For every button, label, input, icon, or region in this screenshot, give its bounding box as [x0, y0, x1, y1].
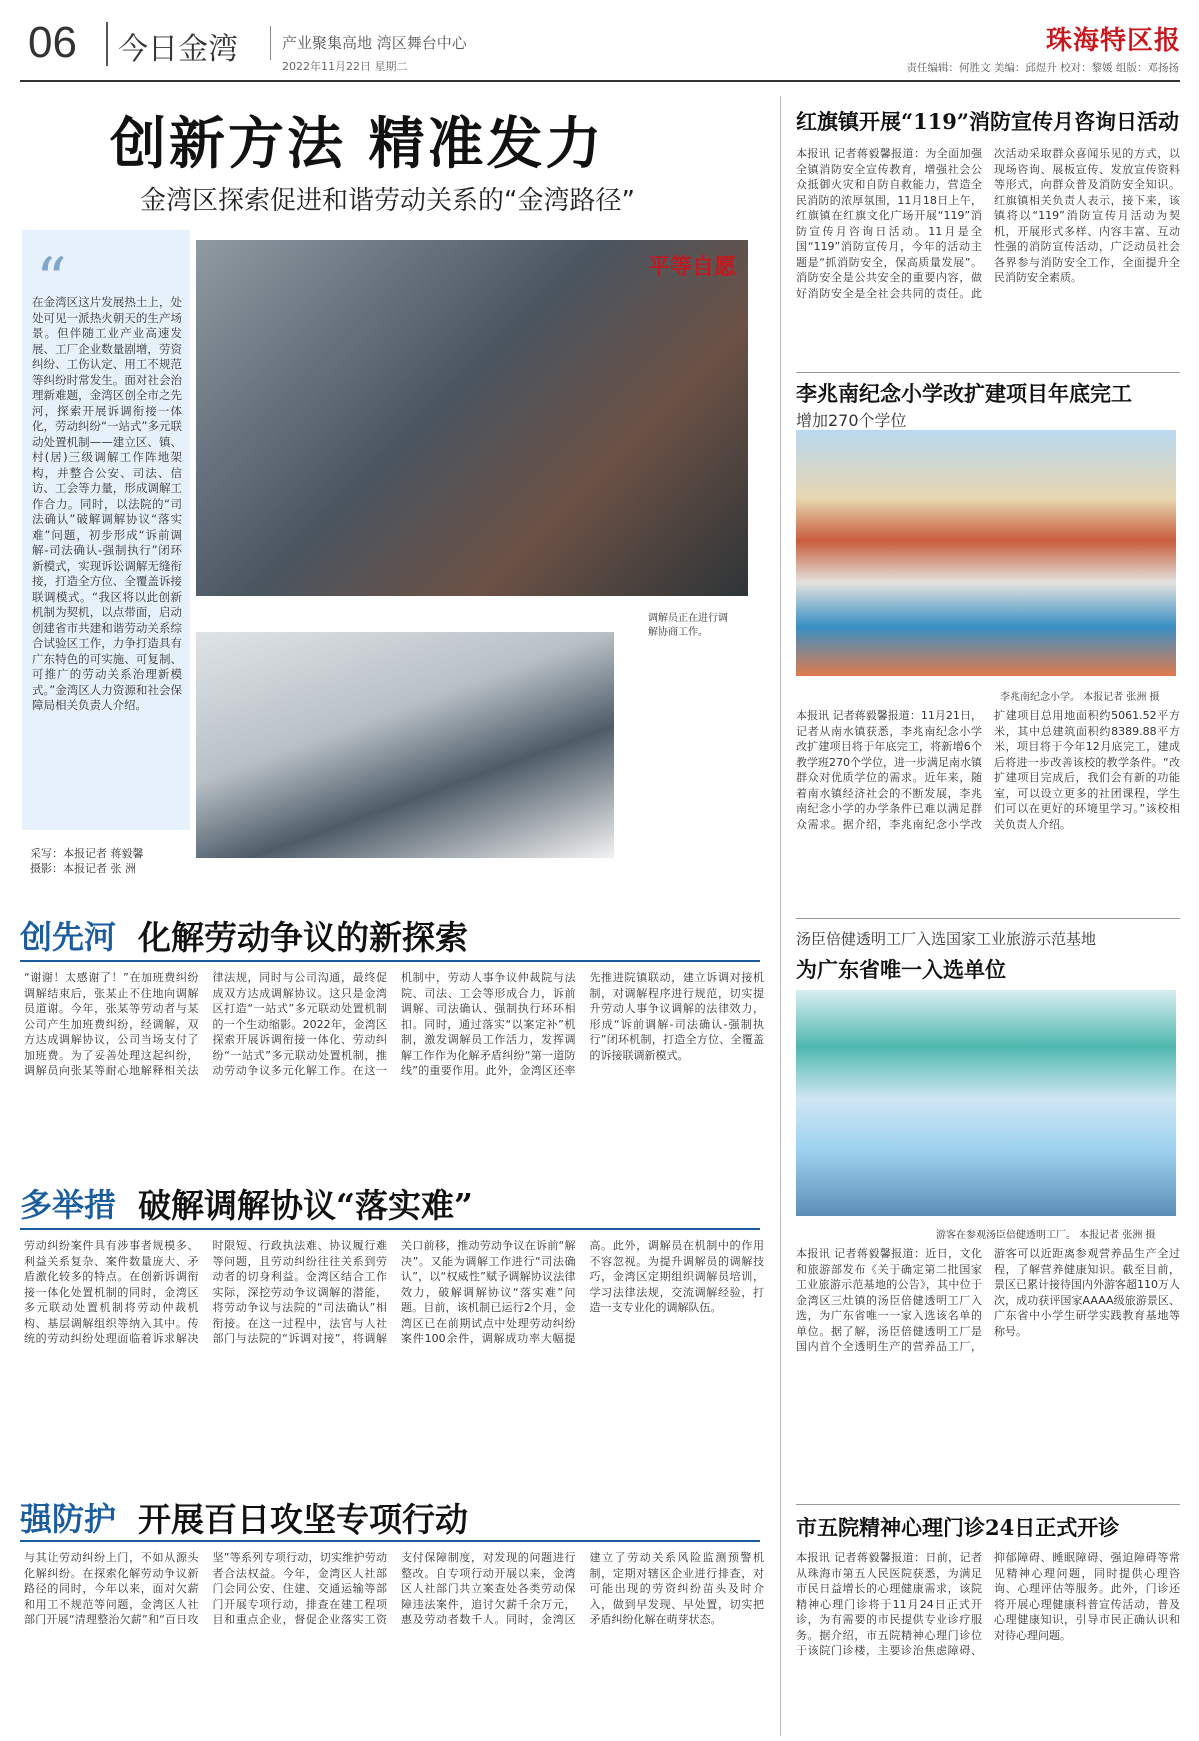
- photo-caption: 游客在参观汤臣倍健透明工厂。 本报记者 张洲 摄: [936, 1230, 1156, 1241]
- story-title: 李兆南纪念小学改扩建项目年底完工: [796, 381, 1132, 406]
- divider: [106, 22, 108, 66]
- section-title: 破解调解协议“落实难”: [138, 1186, 473, 1225]
- section-tag: 创先河: [20, 918, 117, 956]
- mediation-office-photo: [196, 632, 614, 858]
- story-title: 为广东省唯一入选单位: [796, 957, 1006, 982]
- story-rule: [796, 372, 1180, 373]
- story-title: 市五院精神心理门诊24日正式开诊: [796, 1515, 1120, 1540]
- page-number: 06: [28, 18, 77, 67]
- factory-photo: [796, 990, 1176, 1216]
- byline-photographer: 摄影：本报记者 张 洲: [30, 862, 136, 875]
- story-rule: [796, 918, 1180, 919]
- section-rule: [20, 1540, 760, 1542]
- section-body: 劳动纠纷案件具有涉事者规模多、利益关系复杂、案件数量庞大、矛盾激化较多的特点。在创新诉调衔接一体化处置机制的同时，金湾区多元联动处置机制将劳动仲裁机构、基层调解组织等纳入其中。传统的劳动纠纷处理面临着诉求解决时限短、行政执法难、协议履行难等问题，且劳动纠纷往往关系到劳动者的切身利益。金湾区结合工作实际，深挖劳动争议调解的潜能，将劳动争议与法院的“司法确认”相衔接。在这一过程中，法官与人社部门与法院的“诉调对接”，将调解关口前移，推动劳动争议在诉前“解决”。又能为调解工作进行“司法确认”，以“权威性”赋予调解协议法律效力，破解调解协议“落实难”问题。目前，该机制已运行2个月，金湾区已在前期试点中处理劳动纠纷案件100余件，调解成功率大幅提高。此外，调解员在机制中的作用不容忽视。为提升调解员的调解技巧，金湾区定期组织调解员培训，学习法律法规，交流调解经验，打造一支专业化的调解队伍。: [24, 1239, 764, 1345]
- story-title: 红旗镇开展“119”消防宣传月咨询日活动: [796, 109, 1179, 134]
- section-rule: [20, 960, 760, 962]
- story-body: 本报讯 记者蒋毅馨报道：为全面加强全镇消防安全宣传教育，增强社会公众抵御火灾和自防自救能力，营造全民消防的浓厚氛围，11月18日上午，红旗镇在红旗文化广场开展“119”消防宣传月咨询日活动。11月是全国“119”消防宣传月，今年的活动主题是“抓消防安全，保高质量发展”。消防安全是公共安全的重要内容，做好消防安全是全社会共同的责任。此次活动采取群众喜闻乐见的方式，以现场咨询、展板宣传、发放宣传资料等形式，向群众普及消防安全知识。红旗镇相关负责人表示，接下来，该镇将以“119”消防宣传月活动为契机，开展形式多样、内容丰富、互动性强的消防宣传活动，广泛动员社会各界参与消防安全工作，全面提升全民消防安全素质。: [796, 147, 1180, 300]
- school-photo: [796, 430, 1176, 676]
- page-name: 今日金湾: [118, 32, 238, 67]
- story-kicker: 汤臣倍健透明工厂入选国家工业旅游示范基地: [796, 930, 1097, 948]
- main-subheadline: 金湾区探索促进和谐劳动关系的“金湾路径”: [140, 186, 635, 216]
- story-body: 本报讯 记者蒋毅馨报道：近日，文化和旅游部发布《关于确定第二批国家工业旅游示范基地的公告》，其中位于金湾区三灶镇的汤臣倍健透明工厂入选，为广东省唯一一家入选该名单的单位。据了解，汤臣倍健透明工厂是国内首个全透明生产的营养品工厂，游客可以近距离参观营养品生产全过程，了解营养健康知识。截至目前，景区已累计接待国内外游客超110万人次，成功获评国家AAAA级旅游景区、广东省中小学生研学实践教育基地等称号。: [796, 1247, 1180, 1353]
- page-slogan: 产业聚集高地 湾区舞台中心: [282, 34, 467, 52]
- column-divider: [780, 96, 781, 1736]
- newspaper-logo: 珠海特区报: [1045, 26, 1181, 56]
- photo-sign-text: 平等自愿: [647, 254, 736, 280]
- photo-caption: 调解员正在进行调解协商工作。: [648, 613, 728, 638]
- section-title: 化解劳动争议的新探索: [138, 918, 468, 957]
- section-tag: 多举措: [20, 1186, 117, 1224]
- story-subtitle: 增加270个学位: [796, 411, 907, 430]
- story-rule: [796, 1504, 1180, 1505]
- photo-caption: 李兆南纪念小学。 本报记者 张洲 摄: [1000, 692, 1160, 703]
- section-body: 与其让劳动纠纷上门，不如从源头化解纠纷。在探索化解劳动争议新路径的同时，今年以来，面对欠薪和用工不规范等问题，金湾区人社部门开展“清理整治欠薪”和“百日攻坚”等系列专项行动，切实维护劳动者合法权益。今年，金湾区人社部门会同公安、住建、交通运输等部门开展专项行动，排查在建工程项目和重点企业，督促企业落实工资支付保障制度，对发现的问题进行整改。自专项行动开展以来，金湾区人社部门共立案查处各类劳动保障违法案件，追讨欠薪千余万元，惠及劳动者数千人。同时，金湾区建立了劳动关系风险监测预警机制，定期对辖区企业进行排查，对可能出现的劳资纠纷苗头及时介入，做到早发现、早处置，切实把矛盾纠纷化解在萌芽状态。: [24, 1551, 764, 1626]
- section-rule: [20, 1228, 760, 1230]
- divider: [270, 26, 271, 60]
- story-body: 本报讯 记者蒋毅馨报道：日前，记者从珠海市第五人民医院获悉，为满足市民日益增长的心理健康需求，该院精神心理门诊将于11月24日正式开诊，为有需要的市民提供专业诊疗服务。据介绍，市五院精神心理门诊位于该院门诊楼，主要诊治焦虑障碍、抑郁障碍、睡眠障碍、强迫障碍等常见精神心理问题，同时提供心理咨询、心理评估等服务。此外，门诊还将开展心理健康科普宣传活动，普及心理健康知识，引导市民正确认识和对待心理问题。: [796, 1551, 1180, 1657]
- header-rule: [20, 80, 1180, 82]
- byline: [30, 846, 144, 876]
- mediation-meeting-photo: [196, 240, 748, 596]
- story-body: 本报讯 记者蒋毅馨报道：11月21日，记者从南水镇获悉，李兆南纪念小学改扩建项目将于年底完工，将新增6个教学班270个学位，进一步满足南水镇群众对优质学位的需求。近年来，随着南水镇经济社会的不断发展，李兆南纪念小学的办学条件已难以满足群众需求。据介绍，李兆南纪念小学改扩建项目总用地面积约5061.52平方米，其中总建筑面积约8389.88平方米，项目将于今年12月底完工，建成后将进一步改善该校的教学条件。“改扩建项目完成后，我们会有新的功能室，可以设立更多的社团课程，学生们可以在更好的环境里学习。”该校相关负责人介绍。: [796, 709, 1180, 831]
- editor-credits: 责任编辑：何胜文 美编：邱煜升 校对：黎媛 组版：邓扬扬: [906, 62, 1179, 74]
- quote-mark-icon: “: [36, 245, 67, 315]
- section-tag: 强防护: [20, 1500, 117, 1538]
- section-body: “谢谢！太感谢了！”在加班费纠纷调解结束后，张某止不住地向调解员道谢。今年，张某等劳动者与某公司产生加班费纠纷，经调解，双方达成调解协议，公司当场支付了加班费。为了妥善处理这起纠纷，调解员向张某等耐心地解释相关法律法规，同时与公司沟通，最终促成双方达成调解协议。这只是金湾区打造“一站式”多元联动处置机制的一个生动缩影。2022年，金湾区探索开展诉调衔接一体化、劳动纠纷“一站式”多元联动处置机制，推动劳动争议多元化解工作。在这一机制中，劳动人事争议仲裁院与法院、司法、工会等形成合力，诉前调解、司法确认、强制执行环环相扣。同时，通过落实“以案定补”机制，激发调解员工作活力，发挥调解工作作为化解矛盾纠纷“第一道防线”的重要作用。此外，金湾区还率先推进院镇联动，建立诉调对接机制，对调解程序进行规范，切实提升劳动人事争议调解的法律效力，形成“诉前调解-司法确认-强制执行”闭环机制，打造全方位、全覆盖的诉接联调新模式。: [24, 971, 764, 1077]
- section-title: 开展百日攻坚专项行动: [138, 1500, 468, 1539]
- issue-date: 2022年11月22日 星期二: [282, 60, 408, 73]
- masthead: [0, 0, 1199, 80]
- byline-writer: 采写：本报记者 蒋毅馨: [30, 847, 144, 860]
- main-headline: 创新方法 精准发力: [110, 111, 605, 177]
- intro-text: 在金湾区这片发展热土上，处处可见一派热火朝天的生产场景。但伴随工业产业高速发展、工厂企业数量剧增，劳资纠纷、工伤认定、用工不规范等纠纷时常发生。面对社会治理新难题，金湾区创全市之先河，探索开展诉调衔接一体化，劳动纠纷“一站式”多元联动处置机制——建立区、镇、村(居)三级调解工作阵地架构，并整合公安、司法、信访、工会等力量，形成调解工作合力。同时，以法院的“司法确认”破解调解协议“落实难”问题，初步形成“诉前调解-司法确认-强制执行”闭环新模式，实现诉讼调解无缝衔接，打造全方位、全覆盖诉接联调模式。“我区将以此创新机制为契机，以点带面，启动创建省市共建和谐劳动关系综合试验区工作，力争打造具有广东特色的可实施、可复制、可推广的劳动关系治理新模式。”金湾区人力资源和社会保障局相关负责人介绍。: [32, 295, 182, 712]
